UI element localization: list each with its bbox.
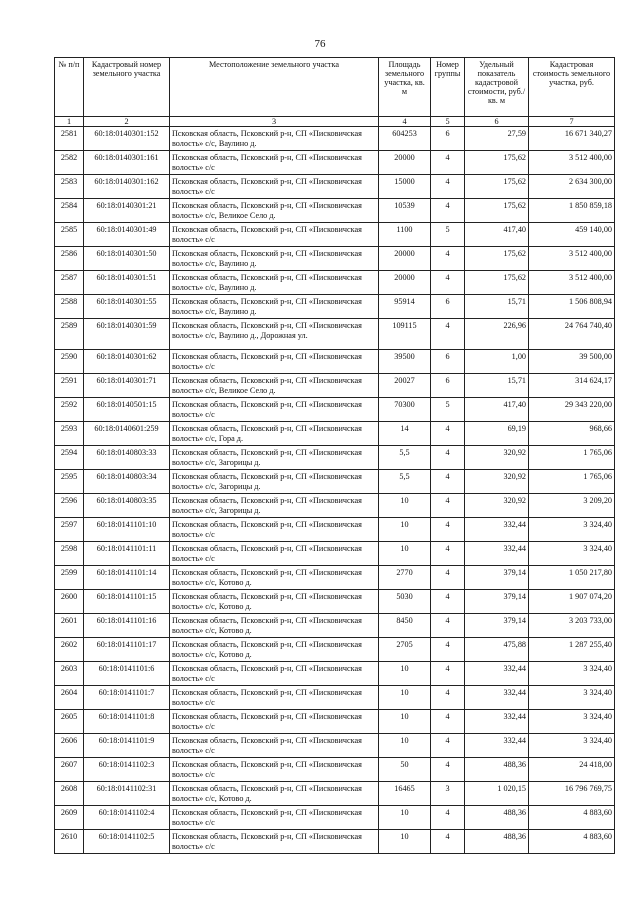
cadastral-number: 60:18:0141102:3 <box>84 758 170 782</box>
cadastral-number: 60:18:0140803:35 <box>84 494 170 518</box>
table-row <box>55 758 615 782</box>
table-row <box>55 271 615 295</box>
area: 20000 <box>379 151 431 175</box>
area: 10539 <box>379 199 431 223</box>
row-number: 2594 <box>55 446 84 470</box>
specific-value: 175,62 <box>465 247 529 271</box>
cadastral-number: 60:18:0141102:4 <box>84 806 170 830</box>
table-row <box>55 350 615 374</box>
cadastral-value: 16 796 769,75 <box>529 782 615 806</box>
location: Псковская область, Псковский р-н, СП «Писковичская волость» с/с <box>170 710 379 734</box>
area: 10 <box>379 686 431 710</box>
specific-value: 27,59 <box>465 127 529 151</box>
area: 95914 <box>379 295 431 319</box>
cadastral-value: 1 506 808,94 <box>529 295 615 319</box>
cadastral-number: 60:18:0140301:50 <box>84 247 170 271</box>
row-number: 2600 <box>55 590 84 614</box>
cadastral-number: 60:18:0141101:11 <box>84 542 170 566</box>
cadastral-value: 1 765,06 <box>529 470 615 494</box>
cadastral-number: 60:18:0141101:14 <box>84 566 170 590</box>
area: 109115 <box>379 319 431 350</box>
specific-value: 379,14 <box>465 566 529 590</box>
area: 15000 <box>379 175 431 199</box>
area: 8450 <box>379 614 431 638</box>
location: Псковская область, Псковский р-н, СП «Писковичская волость» с/с, Загорицы д. <box>170 446 379 470</box>
header-area: Площадь земельного участка, кв. м <box>379 58 431 117</box>
group-number: 4 <box>431 175 465 199</box>
area: 10 <box>379 710 431 734</box>
cadastral-value: 3 324,40 <box>529 518 615 542</box>
location: Псковская область, Псковский р-н, СП «Писковичская волость» с/с, Котово д. <box>170 590 379 614</box>
cadastral-value: 1 050 217,80 <box>529 566 615 590</box>
cadastral-number: 60:18:0140301:59 <box>84 319 170 350</box>
location: Псковская область, Псковский р-н, СП «Писковичская волость» с/с <box>170 151 379 175</box>
row-number: 2602 <box>55 638 84 662</box>
group-number: 6 <box>431 374 465 398</box>
group-number: 3 <box>431 782 465 806</box>
group-number: 4 <box>431 494 465 518</box>
cadastral-value: 24 764 740,40 <box>529 319 615 350</box>
table-row <box>55 830 615 854</box>
row-number: 2605 <box>55 710 84 734</box>
cadastral-value: 29 343 220,00 <box>529 398 615 422</box>
specific-value: 320,92 <box>465 446 529 470</box>
area: 5030 <box>379 590 431 614</box>
location: Псковская область, Псковский р-н, СП «Писковичская волость» с/с, Котово д. <box>170 566 379 590</box>
table-row <box>55 295 615 319</box>
table-row <box>55 686 615 710</box>
group-number: 6 <box>431 127 465 151</box>
group-number: 4 <box>431 518 465 542</box>
cadastral-value: 3 512 400,00 <box>529 151 615 175</box>
table-row <box>55 638 615 662</box>
table-row <box>55 199 615 223</box>
location: Псковская область, Псковский р-н, СП «Писковичская волость» с/с <box>170 806 379 830</box>
row-number: 2582 <box>55 151 84 175</box>
location: Псковская область, Псковский р-н, СП «Писковичская волость» с/с, Великое Село д. <box>170 374 379 398</box>
area: 1100 <box>379 223 431 247</box>
location: Псковская область, Псковский р-н, СП «Писковичская волость» с/с <box>170 223 379 247</box>
group-number: 5 <box>431 398 465 422</box>
table-row <box>55 542 615 566</box>
cadastral-number: 60:18:0141101:6 <box>84 662 170 686</box>
location: Псковская область, Псковский р-н, СП «Писковичская волость» с/с, Ваулино д. <box>170 127 379 151</box>
location: Псковская область, Псковский р-н, СП «Писковичская волость» с/с <box>170 350 379 374</box>
specific-value: 379,14 <box>465 590 529 614</box>
location: Псковская область, Псковский р-н, СП «Писковичская волость» с/с, Котово д. <box>170 614 379 638</box>
specific-value: 175,62 <box>465 151 529 175</box>
header-specific-value: Удельный показатель кадастровой стоимости, руб./кв. м <box>465 58 529 117</box>
row-number: 2592 <box>55 398 84 422</box>
area: 70300 <box>379 398 431 422</box>
row-number: 2598 <box>55 542 84 566</box>
table-row <box>55 590 615 614</box>
row-number: 2597 <box>55 518 84 542</box>
area: 10 <box>379 734 431 758</box>
area: 2705 <box>379 638 431 662</box>
location: Псковская область, Псковский р-н, СП «Писковичская волость» с/с <box>170 758 379 782</box>
row-number: 2596 <box>55 494 84 518</box>
row-number: 2593 <box>55 422 84 446</box>
specific-value: 226,96 <box>465 319 529 350</box>
cadastral-value: 1 765,06 <box>529 446 615 470</box>
table-row <box>55 494 615 518</box>
group-number: 4 <box>431 710 465 734</box>
group-number: 4 <box>431 686 465 710</box>
group-number: 4 <box>431 422 465 446</box>
location: Псковская область, Псковский р-н, СП «Писковичская волость» с/с, Загорицы д. <box>170 494 379 518</box>
area: 10 <box>379 542 431 566</box>
cadastral-number: 60:18:0140301:21 <box>84 199 170 223</box>
location: Псковская область, Псковский р-н, СП «Писковичская волость» с/с, Ваулино д. <box>170 295 379 319</box>
column-number: 3 <box>170 117 379 127</box>
area: 39500 <box>379 350 431 374</box>
group-number: 6 <box>431 295 465 319</box>
specific-value: 488,36 <box>465 806 529 830</box>
table-row <box>55 151 615 175</box>
group-number: 4 <box>431 151 465 175</box>
area: 10 <box>379 662 431 686</box>
specific-value: 320,92 <box>465 494 529 518</box>
table-row <box>55 518 615 542</box>
table-row <box>55 470 615 494</box>
row-number: 2601 <box>55 614 84 638</box>
area: 10 <box>379 830 431 854</box>
specific-value: 15,71 <box>465 374 529 398</box>
table-row <box>55 566 615 590</box>
row-number: 2590 <box>55 350 84 374</box>
cadastral-value: 39 500,00 <box>529 350 615 374</box>
area: 604253 <box>379 127 431 151</box>
row-number: 2608 <box>55 782 84 806</box>
specific-value: 15,71 <box>465 295 529 319</box>
specific-value: 332,44 <box>465 542 529 566</box>
group-number: 4 <box>431 566 465 590</box>
cadastral-number: 60:18:0140601:259 <box>84 422 170 446</box>
table-row <box>55 734 615 758</box>
table-body <box>55 127 615 854</box>
location: Псковская область, Псковский р-н, СП «Писковичская волость» с/с <box>170 398 379 422</box>
cadastral-number: 60:18:0140803:33 <box>84 446 170 470</box>
cadastral-number: 60:18:0141102:31 <box>84 782 170 806</box>
group-number: 4 <box>431 446 465 470</box>
area: 20000 <box>379 271 431 295</box>
area: 14 <box>379 422 431 446</box>
cadastral-table <box>54 57 615 854</box>
cadastral-number: 60:18:0141101:15 <box>84 590 170 614</box>
cadastral-value: 3 324,40 <box>529 686 615 710</box>
cadastral-value: 4 883,60 <box>529 806 615 830</box>
area: 2770 <box>379 566 431 590</box>
group-number: 4 <box>431 734 465 758</box>
table-row <box>55 398 615 422</box>
column-number: 5 <box>431 117 465 127</box>
column-number-row <box>55 117 615 127</box>
row-number: 2609 <box>55 806 84 830</box>
cadastral-number: 60:18:0140301:152 <box>84 127 170 151</box>
cadastral-value: 3 324,40 <box>529 734 615 758</box>
cadastral-number: 60:18:0140301:62 <box>84 350 170 374</box>
cadastral-value: 3 209,20 <box>529 494 615 518</box>
table-row <box>55 710 615 734</box>
location: Псковская область, Псковский р-н, СП «Писковичская волость» с/с <box>170 175 379 199</box>
specific-value: 69,19 <box>465 422 529 446</box>
cadastral-value: 3 324,40 <box>529 662 615 686</box>
column-number: 4 <box>379 117 431 127</box>
group-number: 4 <box>431 638 465 662</box>
group-number: 4 <box>431 199 465 223</box>
cadastral-number: 60:18:0141101:10 <box>84 518 170 542</box>
group-number: 6 <box>431 350 465 374</box>
table-row <box>55 127 615 151</box>
location: Псковская область, Псковский р-н, СП «Писковичская волость» с/с <box>170 518 379 542</box>
specific-value: 332,44 <box>465 686 529 710</box>
location: Псковская область, Псковский р-н, СП «Писковичская волость» с/с <box>170 542 379 566</box>
group-number: 4 <box>431 830 465 854</box>
location: Псковская область, Псковский р-н, СП «Писковичская волость» с/с, Гора д. <box>170 422 379 446</box>
area: 10 <box>379 494 431 518</box>
table-header-row <box>55 58 615 117</box>
specific-value: 475,88 <box>465 638 529 662</box>
cadastral-number: 60:18:0140301:49 <box>84 223 170 247</box>
specific-value: 332,44 <box>465 518 529 542</box>
header-row-number: № п/п <box>55 58 84 117</box>
area: 50 <box>379 758 431 782</box>
group-number: 4 <box>431 806 465 830</box>
specific-value: 417,40 <box>465 223 529 247</box>
table-row <box>55 175 615 199</box>
page-number: 76 <box>314 38 326 50</box>
cadastral-value: 3 512 400,00 <box>529 247 615 271</box>
header-cadastral-number: Кадастровый номер земельного участка <box>84 58 170 117</box>
header-group-number: Номер группы <box>431 58 465 117</box>
cadastral-value: 1 850 859,18 <box>529 199 615 223</box>
location: Псковская область, Псковский р-н, СП «Писковичская волость» с/с <box>170 734 379 758</box>
cadastral-value: 314 624,17 <box>529 374 615 398</box>
table-row <box>55 806 615 830</box>
group-number: 4 <box>431 271 465 295</box>
group-number: 5 <box>431 223 465 247</box>
row-number: 2581 <box>55 127 84 151</box>
row-number: 2595 <box>55 470 84 494</box>
row-number: 2606 <box>55 734 84 758</box>
cadastral-number: 60:18:0141102:5 <box>84 830 170 854</box>
cadastral-value: 459 140,00 <box>529 223 615 247</box>
table-row <box>55 422 615 446</box>
group-number: 4 <box>431 590 465 614</box>
table-row <box>55 782 615 806</box>
table-row <box>55 446 615 470</box>
specific-value: 332,44 <box>465 734 529 758</box>
table-row <box>55 223 615 247</box>
area: 5,5 <box>379 470 431 494</box>
cadastral-number: 60:18:0140501:15 <box>84 398 170 422</box>
group-number: 4 <box>431 470 465 494</box>
row-number: 2586 <box>55 247 84 271</box>
row-number: 2589 <box>55 319 84 350</box>
cadastral-value: 3 324,40 <box>529 710 615 734</box>
area: 10 <box>379 518 431 542</box>
cadastral-number: 60:18:0140301:161 <box>84 151 170 175</box>
cadastral-number: 60:18:0140301:71 <box>84 374 170 398</box>
cadastral-number: 60:18:0140301:55 <box>84 295 170 319</box>
row-number: 2599 <box>55 566 84 590</box>
location: Псковская область, Псковский р-н, СП «Писковичская волость» с/с <box>170 662 379 686</box>
row-number: 2591 <box>55 374 84 398</box>
group-number: 4 <box>431 542 465 566</box>
table-row <box>55 247 615 271</box>
cadastral-value: 1 287 255,40 <box>529 638 615 662</box>
row-number: 2588 <box>55 295 84 319</box>
location: Псковская область, Псковский р-н, СП «Писковичская волость» с/с, Ваулино д., Дорожная ул. <box>170 319 379 350</box>
cadastral-number: 60:18:0141101:17 <box>84 638 170 662</box>
column-number: 7 <box>529 117 615 127</box>
specific-value: 379,14 <box>465 614 529 638</box>
table-row <box>55 662 615 686</box>
specific-value: 1,00 <box>465 350 529 374</box>
location: Псковская область, Псковский р-н, СП «Писковичская волость» с/с, Великое Село д. <box>170 199 379 223</box>
row-number: 2584 <box>55 199 84 223</box>
location: Псковская область, Псковский р-н, СП «Писковичская волость» с/с <box>170 830 379 854</box>
cadastral-value: 3 324,40 <box>529 542 615 566</box>
cadastral-value: 2 634 300,00 <box>529 175 615 199</box>
specific-value: 175,62 <box>465 199 529 223</box>
row-number: 2585 <box>55 223 84 247</box>
row-number: 2587 <box>55 271 84 295</box>
cadastral-value: 24 418,00 <box>529 758 615 782</box>
cadastral-number: 60:18:0141101:8 <box>84 710 170 734</box>
cadastral-value: 3 512 400,00 <box>529 271 615 295</box>
column-number: 2 <box>84 117 170 127</box>
cadastral-number: 60:18:0141101:9 <box>84 734 170 758</box>
table-row <box>55 614 615 638</box>
row-number: 2603 <box>55 662 84 686</box>
cadastral-value: 4 883,60 <box>529 830 615 854</box>
table-row <box>55 319 615 350</box>
group-number: 4 <box>431 614 465 638</box>
cadastral-number: 60:18:0141101:7 <box>84 686 170 710</box>
cadastral-value: 16 671 340,27 <box>529 127 615 151</box>
location: Псковская область, Псковский р-н, СП «Писковичская волость» с/с, Котово д. <box>170 782 379 806</box>
group-number: 4 <box>431 662 465 686</box>
header-cadastral-value: Кадастровая стоимость земельного участка, руб. <box>529 58 615 117</box>
group-number: 4 <box>431 758 465 782</box>
cadastral-value: 1 907 074,20 <box>529 590 615 614</box>
cadastral-number: 60:18:0140301:51 <box>84 271 170 295</box>
specific-value: 175,62 <box>465 271 529 295</box>
cadastral-value: 3 203 733,00 <box>529 614 615 638</box>
location: Псковская область, Псковский р-н, СП «Писковичская волость» с/с, Ваулино д. <box>170 247 379 271</box>
specific-value: 320,92 <box>465 470 529 494</box>
specific-value: 488,36 <box>465 830 529 854</box>
column-number: 1 <box>55 117 84 127</box>
location: Псковская область, Псковский р-н, СП «Писковичская волость» с/с, Ваулино д. <box>170 271 379 295</box>
row-number: 2610 <box>55 830 84 854</box>
cadastral-number: 60:18:0140803:34 <box>84 470 170 494</box>
table-row <box>55 374 615 398</box>
specific-value: 175,62 <box>465 175 529 199</box>
cadastral-number: 60:18:0141101:16 <box>84 614 170 638</box>
area: 5,5 <box>379 446 431 470</box>
cadastral-value: 968,66 <box>529 422 615 446</box>
group-number: 4 <box>431 319 465 350</box>
group-number: 4 <box>431 247 465 271</box>
area: 20027 <box>379 374 431 398</box>
row-number: 2583 <box>55 175 84 199</box>
header-location: Местоположение земельного участка <box>170 58 379 117</box>
specific-value: 488,36 <box>465 758 529 782</box>
specific-value: 332,44 <box>465 662 529 686</box>
specific-value: 332,44 <box>465 710 529 734</box>
area: 16465 <box>379 782 431 806</box>
specific-value: 417,40 <box>465 398 529 422</box>
specific-value: 1 020,15 <box>465 782 529 806</box>
row-number: 2604 <box>55 686 84 710</box>
column-number: 6 <box>465 117 529 127</box>
location: Псковская область, Псковский р-н, СП «Писковичская волость» с/с, Загорицы д. <box>170 470 379 494</box>
area: 20000 <box>379 247 431 271</box>
location: Псковская область, Псковский р-н, СП «Писковичская волость» с/с, Котово д. <box>170 638 379 662</box>
area: 10 <box>379 806 431 830</box>
location: Псковская область, Псковский р-н, СП «Писковичская волость» с/с <box>170 686 379 710</box>
cadastral-number: 60:18:0140301:162 <box>84 175 170 199</box>
row-number: 2607 <box>55 758 84 782</box>
